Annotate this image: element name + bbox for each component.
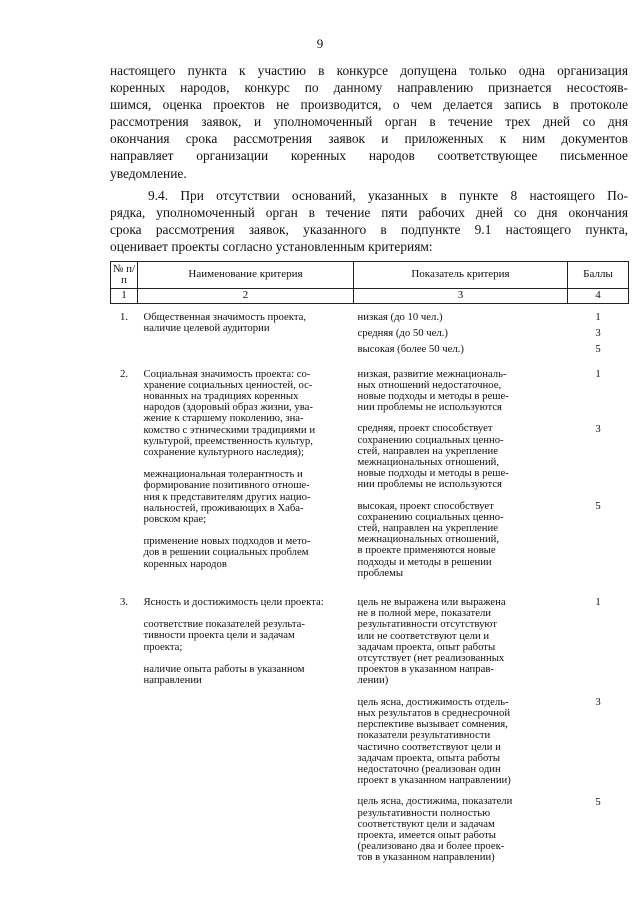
criterion-text-line: применение новых подходов и мето- [143,535,311,548]
criterion-item [144,312,350,334]
column-number: 3 [354,289,568,304]
score-value: 3 [595,696,601,709]
indicator-item [358,501,566,579]
indicator-text-line: сохранению социальных ценно- [357,433,504,446]
text-line: направляет организации коренных народов соответствующее письменное [110,148,628,164]
criterion-cell [138,589,354,874]
indicator-text-line: не в полной мере, показатели [357,607,491,620]
text-line: 9.4. При отсутствии оснований, указанных в пункте 8 настоящего По- [148,188,628,203]
criteria-table [110,261,629,874]
table-row [111,361,629,589]
criterion-item [144,664,350,686]
table-header-row [111,262,629,289]
indicator-text-line: цель не выражена или выражена [357,596,506,609]
indicator-text-line: проектов в указанном направ- [357,663,494,676]
score-value: 5 [595,343,601,355]
criterion-item [144,469,350,525]
indicator-text-line: ных результатов в среднесрочной [357,706,511,719]
indicator-text-line: новые подходы и методы в реше- [357,467,509,480]
score-value: 3 [595,327,601,339]
criterion-item [144,619,350,653]
header-num: № п/п [111,262,138,289]
criterion-text-line: комство с этническими традициями и [143,423,316,436]
score-value: 5 [595,796,601,809]
indicator-text-line: высокая, проект способствует [357,499,494,512]
indicator-text-line: низкая (до 10 чел.) [357,311,443,323]
text-line: уведомление. [110,165,187,181]
criterion-text-line: культурой, преемственность культур, [143,434,313,447]
indicator-item [358,369,566,414]
indicator-text-line: цель ясна, достижима, показатели [357,795,513,808]
indicator-text-line: недостаточно (реализован один [357,762,501,775]
indicator-text-line: ных отношений недостаточное, [357,378,502,391]
criterion-text-line: коренных народов [143,557,227,570]
row-number: 3. [119,596,128,609]
indicator-text-line: отсутствует (нет реализованных [357,652,505,665]
table-row [111,304,629,361]
header-score: Баллы [568,262,629,289]
header-criterion: Наименование критерия [138,262,354,289]
indicator-text-line: проект в указанном направлении) [357,774,511,787]
indicator-text-line: цель ясна, достижимость отдель- [357,695,509,708]
criterion-text-line: Ясность и достижимость цели проекта: [143,596,324,609]
indicator-text-line: (реализовано два и более проек- [357,840,505,853]
indicator-text-line: подходы и методы в решении [357,555,492,568]
criterion-text-line: ровском крае; [143,513,207,526]
text-line: шимся, оценка проектов не производится, о чем делается запись в протоколе [110,97,628,113]
criterion-text-line: нованных на традициях коренных [143,390,299,403]
criterion-text-line: народов (здоровый образ жизни, ува- [143,401,313,414]
score-value: 3 [595,422,601,435]
indicator-item [358,312,566,323]
indicator-text-line: нии проблемы не используются [357,478,502,491]
text-line: окончания срока рассмотрения заявок и приложенных к ним документов [110,131,628,147]
score-value: 1 [595,311,601,323]
criterion-text-line: дов в решении социальных проблем [143,546,309,559]
column-number: 2 [138,289,354,304]
indicator-text-line: высокая (более 50 чел.) [357,343,464,356]
indicator-text-line: средняя, проект способствует [357,422,493,435]
text-line: срока рассмотрения заявок, указанного в подпункте 9.1 настоящего пункта, [110,222,628,238]
criterion-text-line: Социальная значимость проекта: со- [143,367,311,380]
criterion-cell [138,304,354,361]
indicator-text-line: межнациональных отношений, [357,533,500,546]
indicator-text-line: результативности отсутствуют [357,618,497,631]
column-number: 4 [568,289,629,304]
indicator-item [358,697,566,787]
criterion-text-line: межнациональная толерантность и [143,468,303,481]
criterion-text-line: формирование позитивного отноше- [143,479,310,492]
criterion-text-line: нальностей, проживающих в Хаба- [143,501,304,514]
indicator-text-line: низкая, развитие межнациональ- [357,367,507,380]
paragraph-2 [110,187,628,255]
indicator-text-line: перспективе вызывает сомнения, [357,718,508,731]
criterion-text-line: тивности проекта цели и задачам [143,629,295,642]
indicator-text-line: проекта, имеется опыт работы [357,828,496,841]
score-value: 1 [595,367,601,380]
score-value: 5 [595,499,601,512]
table-body [111,304,629,875]
indicator-text-line: стей, направлен на укрепление [357,522,498,535]
indicator-cell [354,304,568,361]
indicator-item [358,423,566,490]
text-line: рядка, уполномоченный орган в течение пяти рабочих дней со дня окончания [110,205,628,221]
criterion-text-line: ния к представителям других нацио- [143,490,311,503]
indicator-text-line: или не соответствуют цели и [357,629,490,642]
criterion-text-line: наличие целевой аудитории [143,322,270,335]
page-number: 9 [316,36,324,51]
criterion-text-line: наличие опыта работы в указанном [143,662,305,675]
indicator-item [358,344,566,355]
score-value: 1 [595,596,601,609]
indicator-text-line: показатели результативности [357,729,491,742]
indicator-text-line: соответствуют цели и задачам [357,817,495,830]
criterion-cell [138,361,354,589]
criterion-item [144,369,350,459]
indicator-text-line: в проекте применяются новые [357,544,496,557]
indicator-text-line: средняя (до 50 чел.) [357,327,448,340]
criterion-text-line: сохранение культурного наследия); [143,446,304,459]
indicator-text-line: задачам проекта, опыта работы [357,751,501,764]
table-row [111,589,629,874]
indicator-item [358,597,566,687]
text-line: коренных народов, конкурс по данному направлению признается несостояв- [110,80,628,96]
indicator-text-line: задачам проекта, опыт работы [357,640,496,653]
criterion-text-line: жение к старшему поколению, зна- [143,412,304,425]
indicator-text-line: новые подходы и методы в реше- [357,390,509,403]
text-line: рассмотрения заявок, и уполномоченный орган в течение трех дней со дня [110,114,628,130]
indicator-text-line: результативности полностью [357,806,491,819]
indicator-text-line: стей, направлен на укрепление [357,444,498,457]
indicator-text-line: проблемы [357,566,404,579]
row-number: 2. [119,367,128,380]
indicator-cell [354,361,568,589]
indicator-item [358,328,566,339]
criterion-text-line: направлении [143,674,202,687]
criterion-text-line: соответствие показателей результа- [143,618,305,631]
header-indicator: Показатель критерия [354,262,568,289]
indicator-text-line: лении) [357,674,389,687]
score-cell [568,304,629,361]
indicator-text-line: нии проблемы не используются [357,401,502,414]
indicator-text-line: сохранению социальных ценно- [357,510,504,523]
column-numbers-row [111,289,629,304]
indicator-text-line: тов в указанном направлении) [357,851,495,864]
indicator-text-line: частично соответствуют цели и [357,740,501,753]
criterion-text-line: Общественная значимость проекта, [143,311,307,323]
criterion-text-line: хранение социальных ценностей, ос- [143,378,313,391]
column-number: 1 [111,289,138,304]
score-cell [568,361,629,589]
paragraph-1 [110,62,628,182]
text-line: настоящего пункта к участию в конкурсе допущена только одна организация [110,63,628,78]
criterion-item [144,536,350,570]
row-number: 1. [119,311,128,323]
score-cell [568,589,629,874]
criterion-item [144,597,350,608]
criterion-text-line: проекта; [143,640,183,653]
text-line: оценивает проекты согласно установленным критериям: [110,239,433,255]
indicator-text-line: межнациональных отношений, [357,456,500,469]
indicator-item [358,796,566,863]
indicator-cell [354,589,568,874]
